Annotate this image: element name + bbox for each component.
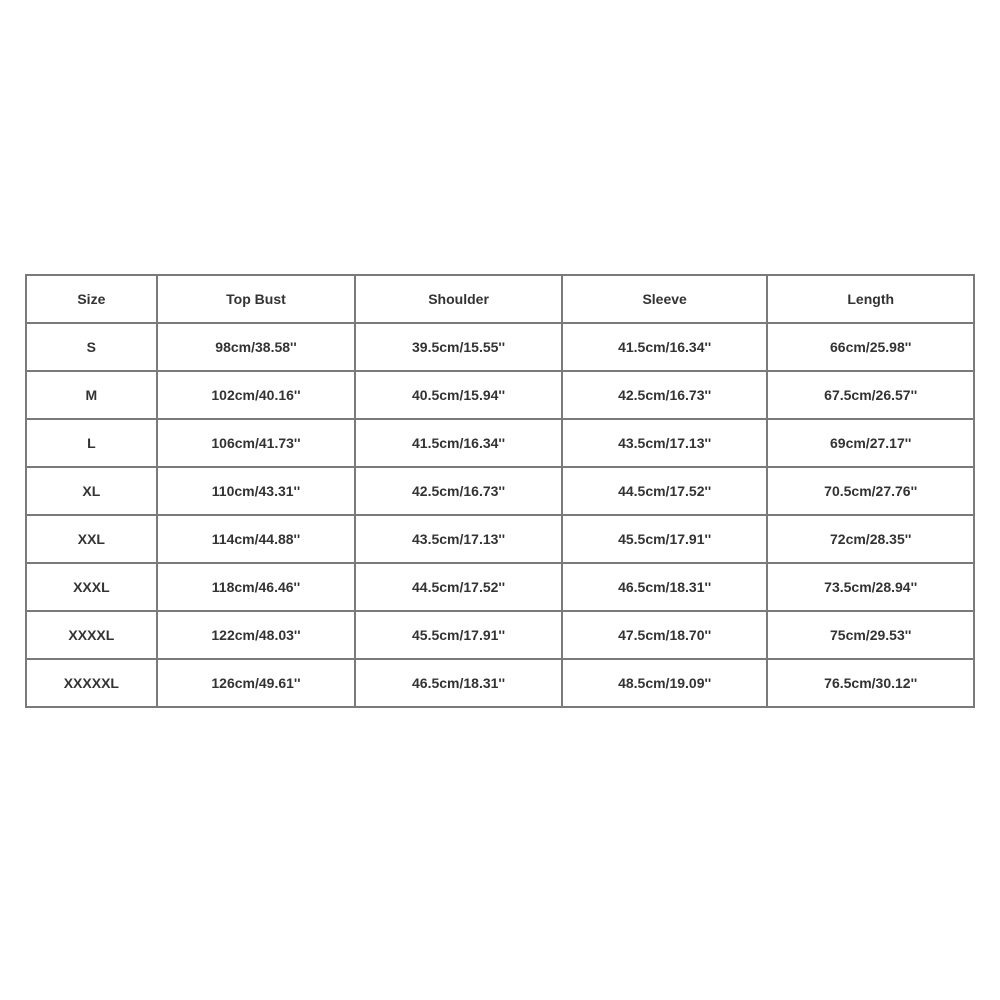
cell-length: 69cm/27.17'' [767,419,974,467]
cell-shoulder: 44.5cm/17.52'' [355,563,562,611]
cell-sleeve: 47.5cm/18.70'' [562,611,768,659]
table-row [26,371,974,419]
cell-shoulder: 41.5cm/16.34'' [355,419,562,467]
cell-top-bust: 114cm/44.88'' [157,515,356,563]
cell-sleeve: 44.5cm/17.52'' [562,467,768,515]
cell-sleeve: 48.5cm/19.09'' [562,659,768,707]
cell-size: XL [26,467,157,515]
table-row [26,467,974,515]
cell-length: 76.5cm/30.12'' [767,659,974,707]
cell-top-bust: 126cm/49.61'' [157,659,356,707]
header-sleeve: Sleeve [562,275,768,323]
cell-size: XXXXXL [26,659,157,707]
cell-length: 67.5cm/26.57'' [767,371,974,419]
cell-top-bust: 98cm/38.58'' [157,323,356,371]
cell-size: XXL [26,515,157,563]
cell-top-bust: 118cm/46.46'' [157,563,356,611]
table-row [26,323,974,371]
cell-sleeve: 45.5cm/17.91'' [562,515,768,563]
cell-shoulder: 46.5cm/18.31'' [355,659,562,707]
header-size: Size [26,275,157,323]
header-top-bust: Top Bust [157,275,356,323]
cell-shoulder: 43.5cm/17.13'' [355,515,562,563]
cell-size: L [26,419,157,467]
table-row [26,419,974,467]
cell-top-bust: 102cm/40.16'' [157,371,356,419]
cell-shoulder: 40.5cm/15.94'' [355,371,562,419]
cell-shoulder: 45.5cm/17.91'' [355,611,562,659]
cell-size: XXXXL [26,611,157,659]
cell-size: M [26,371,157,419]
cell-sleeve: 46.5cm/18.31'' [562,563,768,611]
cell-size: S [26,323,157,371]
header-row [26,275,974,323]
cell-length: 66cm/25.98'' [767,323,974,371]
header-shoulder: Shoulder [355,275,562,323]
cell-shoulder: 39.5cm/15.55'' [355,323,562,371]
cell-sleeve: 43.5cm/17.13'' [562,419,768,467]
table-row [26,659,974,707]
cell-shoulder: 42.5cm/16.73'' [355,467,562,515]
table-row [26,563,974,611]
table-row [26,611,974,659]
cell-length: 70.5cm/27.76'' [767,467,974,515]
cell-length: 75cm/29.53'' [767,611,974,659]
cell-length: 73.5cm/28.94'' [767,563,974,611]
cell-top-bust: 110cm/43.31'' [157,467,356,515]
cell-top-bust: 106cm/41.73'' [157,419,356,467]
cell-size: XXXL [26,563,157,611]
cell-length: 72cm/28.35'' [767,515,974,563]
cell-top-bust: 122cm/48.03'' [157,611,356,659]
header-length: Length [767,275,974,323]
cell-sleeve: 41.5cm/16.34'' [562,323,768,371]
cell-sleeve: 42.5cm/16.73'' [562,371,768,419]
size-chart-table [25,274,975,708]
table-row [26,515,974,563]
